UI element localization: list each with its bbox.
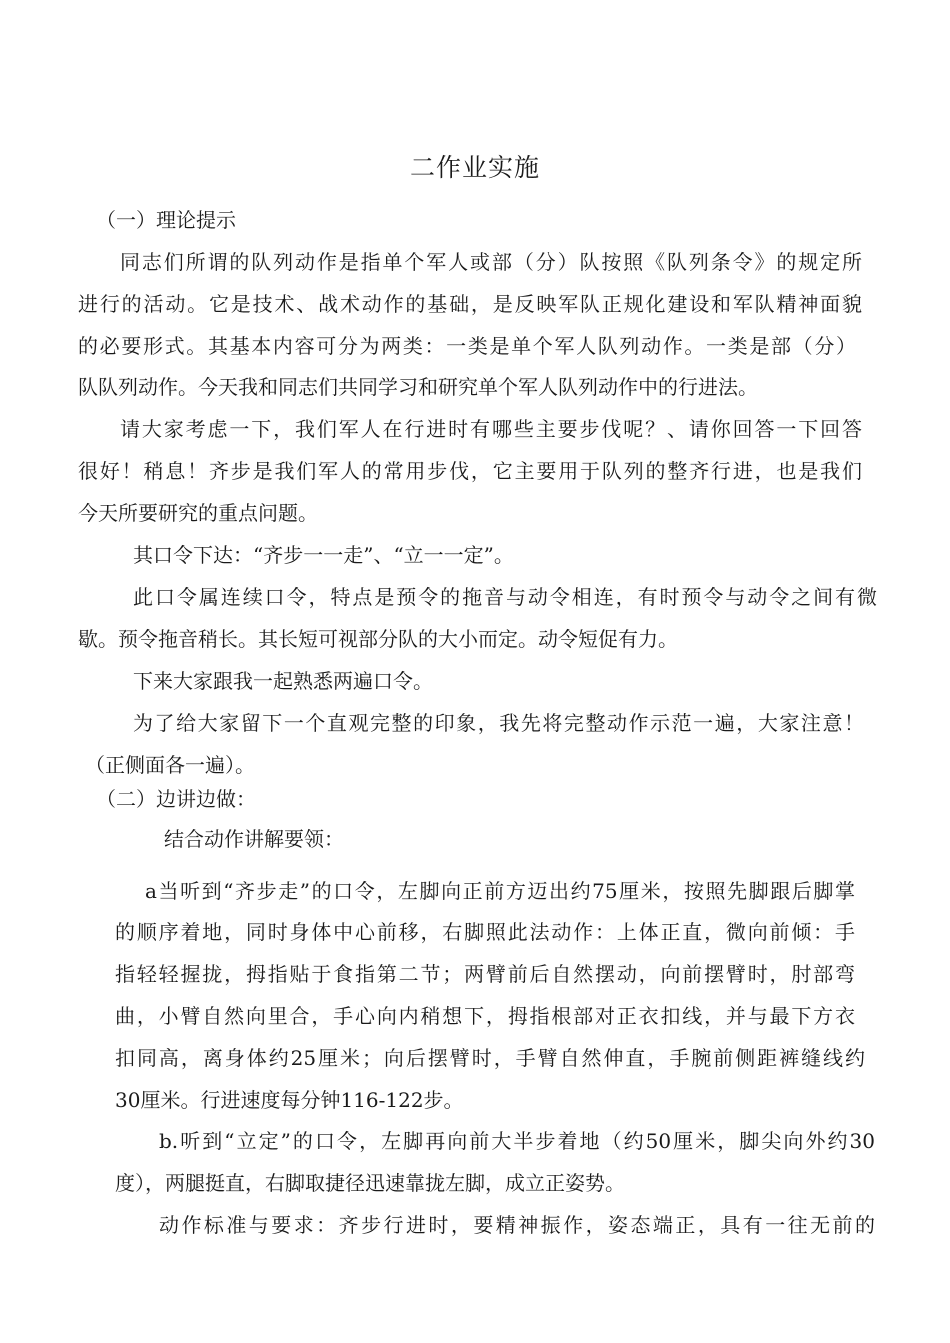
paragraph-line: 此口令属连续口令，特点是预令的拖音与动令相连，有时预令与动令之间有微 xyxy=(133,585,877,609)
paragraph-line: 进行的活动。它是技术、战术动作的基础，是反映军队正规化建设和军队精神面貌 xyxy=(78,292,862,316)
paragraph-line: 曲，小臂自然向里合，手心向内稍想下，拇指根部对正衣扣线，并与最下方衣 xyxy=(115,1004,855,1028)
paragraph-line: 30厘米。行进速度每分钟116-122步。 xyxy=(115,1088,464,1112)
paragraph-line: 为了给大家留下一个直观完整的印象，我先将完整动作示范一遍，大家注意！ xyxy=(133,711,864,735)
section-heading-theory: （一）理论提示 xyxy=(96,208,236,232)
paragraph-line: 其口令下达：“齐步一一走”、“立一一定”。 xyxy=(133,543,514,567)
paragraph-line: 结合动作讲解要领： xyxy=(164,827,344,851)
paragraph-line: 扣同高，离身体约25厘米；向后摆臂时，手臂自然伸直，手腕前侧距裤缝线约 xyxy=(115,1046,865,1070)
paragraph-line: 今天所要研究的重点问题。 xyxy=(78,501,318,525)
paragraph-line: 下来大家跟我一起熟悉两遍口令。 xyxy=(133,669,433,693)
paragraph-line: 指轻轻握拢，拇指贴于食指第二节；两臂前后自然摆动，向前摆臂时，肘部弯 xyxy=(115,962,855,986)
paragraph-line: 的顺序着地，同时身体中心前移，右脚照此法动作：上体正直，微向前倾：手 xyxy=(115,920,855,944)
document-title: 二作业实施 xyxy=(409,153,540,182)
paragraph-line: 请大家考虑一下，我们军人在行进时有哪些主要步伐呢？、请你回答一下回答 xyxy=(120,417,862,441)
paragraph-line: 歇。预令拖音稍长。其长短可视部分队的大小而定。动令短促有力。 xyxy=(78,627,678,651)
paragraph-line: 同志们所谓的队列动作是指单个军人或部（分）队按照《队列条令》的规定所 xyxy=(120,250,862,274)
paragraph-line: b.听到“立定”的口令，左脚再向前大半步着地（约50厘米，脚尖向外约30 xyxy=(159,1129,875,1153)
paragraph-line: 度），两腿挺直，右脚取捷径迅速靠拢左脚，成立正姿势。 xyxy=(115,1171,625,1195)
paragraph-line: a当听到“齐步走”的口令，左脚向正前方迈出约75厘米，按照先脚跟后脚掌 xyxy=(145,879,855,903)
paragraph-line: （正侧面各一遍）。 xyxy=(85,753,255,777)
section-heading-practice: （二）边讲边做： xyxy=(96,787,256,811)
paragraph-line: 很好！稍息！齐步是我们军人的常用步伐，它主要用于队列的整齐行进，也是我们 xyxy=(78,459,862,483)
paragraph-line: 的必要形式。其基本内容可分为两类：一类是单个军人队列动作。一类是部（分） xyxy=(78,334,856,358)
paragraph-line: 动作标准与要求：齐步行进时，要精神振作，姿态端正，具有一往无前的 xyxy=(159,1213,875,1237)
paragraph-line: 队队列动作。今天我和同志们共同学习和研究单个军人队列动作中的行进法。 xyxy=(78,375,758,399)
